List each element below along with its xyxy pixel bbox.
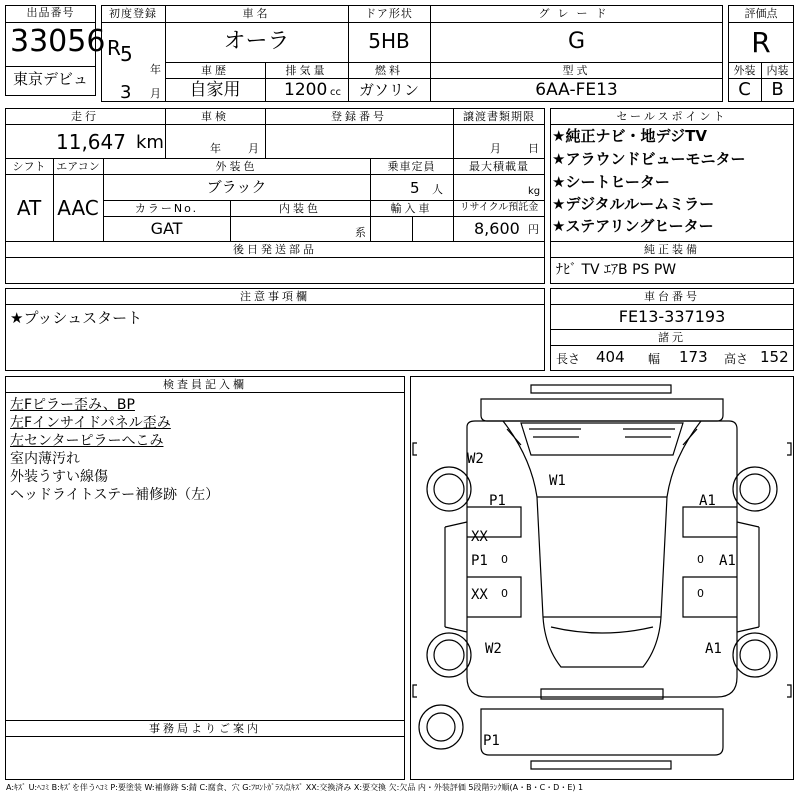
ac: AAC [57,196,99,220]
zero-mark: 0 [501,587,508,600]
transfer-day-unit: 日 [528,142,539,155]
capacity-unit: 人 [432,183,443,196]
color-no: GAT [150,219,183,238]
import-label: 輸入車 [390,202,433,215]
chassis-title: 車台番号 [644,290,700,303]
damage-mark: W2 [467,451,484,467]
color-no-label: カラーNo. [134,202,199,215]
damage-mark: XX [471,587,488,603]
specs-title: 諸元 [658,331,686,344]
mileage-unit: km [136,132,164,153]
length-label: 長さ [556,352,581,366]
recycle-label: リサイクル預託金 [459,202,539,213]
damage-mark: W2 [485,641,502,657]
inspector-note: 外装うすい線傷 [10,469,108,485]
load-label: 最大積載量 [469,160,529,173]
later-parts-label: 後日発送部品 [233,243,317,256]
legend-text: A:ｷｽﾞ U:ﾍｺﾐ B:ｷｽﾞを伴うﾍｺﾐ P:要塗装 W:補修跡 S:錆 C:腐食、穴 G:ﾌﾛﾝﾄｶﾞﾗｽ点ｷｽﾞ XX:交換済み X:要交換 欠:欠品 内・外装評価 5段階ﾗﾝｸ順(A・B・C・D・E) 1 [6,783,584,792]
history-label: 車歴 [201,64,229,77]
width-label: 幅 [648,352,661,366]
capacity-label: 乗車定員 [387,160,436,173]
int-label: 内装 [766,64,789,77]
width-value: 173 [679,348,708,366]
reg-month: 3 [120,82,132,103]
insp-month-unit: 月 [248,142,259,155]
door-label: ドア形状 [365,7,413,20]
door-type: 5HB [368,29,410,53]
dealer-name: 東京デビュ [12,70,88,88]
damage-mark: P1 [489,493,506,509]
shift: AT [16,196,42,220]
lot-number: 33056 [10,24,106,59]
model-label: 型式 [562,64,591,77]
month-unit: 月 [150,87,161,100]
grade: G [567,29,586,54]
car-name-label: 車名 [242,7,271,20]
displacement-unit: cc [330,87,341,98]
inspector-note: 左Fピラー歪み、BP [10,397,135,413]
zero-mark: 0 [697,587,704,600]
recycle-amount: 8,600 [474,219,520,238]
shift-label: シフト [12,160,46,173]
length-value: 404 [596,348,625,366]
selling-point-item: ★純正ナビ・地デジTV [552,127,707,145]
inspection-label: 車検 [201,110,229,123]
transfer-month-unit: 月 [490,142,501,155]
zero-mark: 0 [697,553,704,566]
recycle-unit: 円 [528,223,539,236]
equipment-list: ﾅﾋﾞ TV ｴｱB PS PW [556,262,677,278]
car-diagram [411,377,793,779]
caution-text: ★プッシュスタート [10,309,143,327]
car-name: オーラ [223,29,290,54]
fuel-label: 燃料 [375,64,403,77]
grade-label: グレード [538,7,615,20]
inspector-note: 左Fインサイドパネル歪み [10,415,171,431]
int-color-unit: 系 [355,226,366,239]
int-grade: B [771,79,784,100]
first-reg-label: 初度登録 [109,7,157,20]
era: R [107,36,121,60]
color-label: 外装色 [215,160,258,173]
chassis-number: FE13-337193 [618,307,726,326]
selling-point-item: ★アラウンドビューモニター [552,150,746,168]
mileage-label: 走行 [71,110,99,123]
mileage: 11,647 [56,130,126,154]
ext-grade: C [738,79,751,100]
lot-label: 出品番号 [26,6,75,19]
inspector-note: 左センターピラーへこみ [10,433,164,449]
damage-mark: A1 [719,553,736,569]
load-unit: kg [528,186,541,197]
inspector-note: ヘッドライトステー補修跡（左） [10,487,220,503]
selling-point-item: ★ステアリングヒーター [552,217,714,235]
history: 自家用 [189,80,241,100]
displacement-label: 排気量 [285,64,328,77]
displacement: 1200 [284,80,328,100]
inspector-title: 検査員記入欄 [163,378,247,391]
damage-mark: XX [471,529,488,545]
score-label: 評価点 [744,7,778,20]
damage-mark: P1 [471,553,488,569]
selling-point-item: ★デジタルルームミラー [552,195,715,213]
equipment-title: 純正装備 [644,243,700,256]
car-diagram-box [410,376,794,780]
damage-mark: W1 [549,473,566,489]
office-title: 事務局よりご案内 [149,722,261,735]
selling-point-item: ★シートヒーター [552,173,670,191]
damage-mark: A1 [705,641,722,657]
capacity: 5 [410,179,420,197]
zero-mark: 0 [501,553,508,566]
fuel: ガソリン [358,81,419,99]
insp-year-unit: 年 [210,142,221,155]
int-color-label: 内装色 [279,202,321,215]
plate-label: 登録番号 [331,110,387,123]
inspector-note: 室内薄汚れ [10,451,80,467]
damage-mark: P1 [483,733,500,749]
caution-title: 注意事項欄 [240,290,310,303]
selling-points-title: セールスポイント [616,110,728,123]
damage-mark: A1 [699,493,716,509]
score: R [751,26,771,59]
ext-label: 外装 [733,64,756,77]
height-label: 高さ [724,352,749,366]
height-value: 152 [760,348,789,366]
transfer-label: 譲渡書類期限 [463,110,535,123]
reg-year: 5 [120,42,133,66]
model-code: 6AA-FE13 [535,80,618,100]
ac-label: エアコン [56,160,100,173]
year-unit: 年 [150,63,161,76]
color: ブラック [206,178,267,196]
